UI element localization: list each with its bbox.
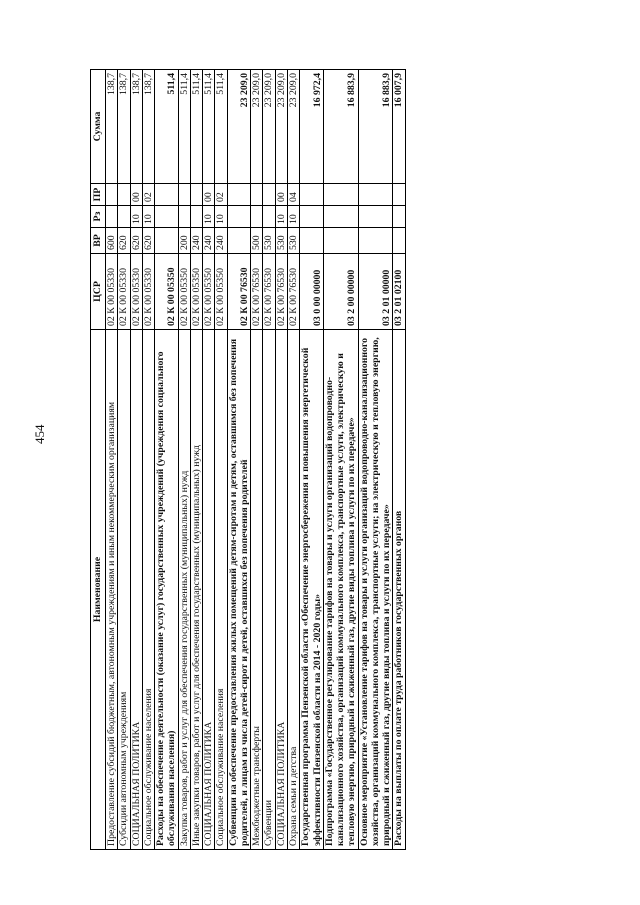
- row-sum: 16 007,9: [393, 70, 405, 184]
- row-pr: 00: [275, 184, 287, 206]
- row-csr: 03 2 00 00000: [323, 254, 358, 330]
- row-sum: 511,4: [190, 70, 202, 184]
- row-rz: [323, 206, 358, 228]
- row-csr: 02 К 00 05350: [203, 254, 215, 330]
- table-row: [275, 70, 287, 850]
- row-pr: [323, 184, 358, 206]
- row-pr: 02: [215, 184, 227, 206]
- table-row: [118, 70, 130, 850]
- row-vr: 500: [251, 228, 263, 254]
- header-vr: ВР: [91, 228, 106, 254]
- row-csr: 02 К 00 05350: [215, 254, 227, 330]
- row-sum: 16 972,4: [300, 70, 324, 184]
- row-name: Предоставление субсидий бюджетным, автономным учреждениям и иным некоммерческим организациям: [106, 330, 118, 850]
- row-vr: 530: [263, 228, 275, 254]
- table-row: [227, 70, 251, 850]
- row-name: Государственная программа Пензенской области «Обеспечение энергосбережения и повышения энергетической эффективности Пензенской области на 2014 - 2020 годы»: [300, 330, 324, 850]
- row-sum: 16 883,9: [358, 70, 393, 184]
- row-csr: 03 0 00 00000: [300, 254, 324, 330]
- row-vr: [155, 228, 179, 254]
- row-rz: [178, 206, 190, 228]
- row-pr: [358, 184, 393, 206]
- table-row: [358, 70, 393, 850]
- row-csr: 02 К 00 05350: [155, 254, 179, 330]
- row-sum: 138,7: [130, 70, 142, 184]
- table-row: [393, 70, 405, 850]
- row-name: Иные закупки товаров, работ и услуг для обеспечения государственных (муниципальных) нужд: [190, 330, 202, 850]
- row-vr: 620: [142, 228, 154, 254]
- row-name: Охрана семьи и детства: [287, 330, 299, 850]
- row-sum: 23 209,0: [263, 70, 275, 184]
- row-sum: 23 209,0: [251, 70, 263, 184]
- table-row: [263, 70, 275, 850]
- row-rz: 10: [130, 206, 142, 228]
- row-name: Расходы на обеспечение деятельности (оказание услуг) государственных учреждений (учреждения социального обслуживания населения): [155, 330, 179, 850]
- row-vr: [227, 228, 251, 254]
- row-vr: 620: [118, 228, 130, 254]
- row-name: Расходы на выплаты по оплате труда работников государственных органов: [393, 330, 405, 850]
- row-sum: 23 209,0: [275, 70, 287, 184]
- table-row: [323, 70, 358, 850]
- row-csr: 02 К 00 05350: [190, 254, 202, 330]
- row-sum: 23 209,0: [227, 70, 251, 184]
- page-number: 454: [32, 424, 47, 444]
- row-rz: 10: [275, 206, 287, 228]
- row-name: СОЦИАЛЬНАЯ ПОЛИТИКА: [203, 330, 215, 850]
- row-name: Закупка товаров, работ и услуг для обеспечения государственных (муниципальных) нужд: [178, 330, 190, 850]
- row-csr: 02 К 00 05330: [130, 254, 142, 330]
- row-csr: 02 К 00 76530: [251, 254, 263, 330]
- budget-table: [90, 69, 406, 850]
- table-row: [215, 70, 227, 850]
- table-row: [287, 70, 299, 850]
- row-pr: [227, 184, 251, 206]
- row-sum: 511,4: [155, 70, 179, 184]
- row-sum: 511,4: [215, 70, 227, 184]
- row-rz: [251, 206, 263, 228]
- row-pr: 04: [287, 184, 299, 206]
- row-vr: [358, 228, 393, 254]
- table-row: [130, 70, 142, 850]
- row-name: Субсидии автономным учреждениям: [118, 330, 130, 850]
- row-csr: 02 К 00 76530: [263, 254, 275, 330]
- row-vr: 240: [203, 228, 215, 254]
- row-csr: 03 2 01 00000: [358, 254, 393, 330]
- row-pr: [300, 184, 324, 206]
- table-row: [178, 70, 190, 850]
- row-pr: [190, 184, 202, 206]
- header-sum: Сумма: [91, 70, 106, 184]
- row-sum: 138,7: [106, 70, 118, 184]
- table-row: [251, 70, 263, 850]
- table-row: [190, 70, 202, 850]
- row-csr: 02 К 00 05330: [106, 254, 118, 330]
- row-pr: [178, 184, 190, 206]
- row-vr: 240: [215, 228, 227, 254]
- row-sum: 23 209,0: [287, 70, 299, 184]
- row-vr: 240: [190, 228, 202, 254]
- budget-table-container: [90, 70, 570, 850]
- row-csr: 03 2 01 02100: [393, 254, 405, 330]
- row-name: Основное мероприятие «Установление тарифов на товары и услуги организаций водопроводно-канализационного хозяйства, организаций коммунального комплекса, транспортные услуги; на электрическую и тепловую энергию, природный и сжиженный газ, другие виды топлива и услуги по их передаче»: [358, 330, 393, 850]
- table-body: [106, 70, 406, 850]
- row-rz: 10: [215, 206, 227, 228]
- row-pr: 02: [142, 184, 154, 206]
- header-rz: Рз: [91, 206, 106, 228]
- row-rz: [393, 206, 405, 228]
- row-vr: [323, 228, 358, 254]
- row-pr: [155, 184, 179, 206]
- row-pr: [263, 184, 275, 206]
- row-sum: 511,4: [203, 70, 215, 184]
- row-rz: 10: [287, 206, 299, 228]
- row-name: Субвенции на обеспечение предоставления жилых помещений детям-сиротам и детям, оставшимся без попечения родителей, и лицам из числа детей-сирот и детей, оставшихся без попечения родителей: [227, 330, 251, 850]
- row-sum: 16 883,9: [323, 70, 358, 184]
- table-row: [203, 70, 215, 850]
- row-name: СОЦИАЛЬНАЯ ПОЛИТИКА: [275, 330, 287, 850]
- row-vr: 530: [287, 228, 299, 254]
- row-pr: [118, 184, 130, 206]
- row-csr: 02 К 00 76530: [275, 254, 287, 330]
- table-row: [300, 70, 324, 850]
- row-vr: 530: [275, 228, 287, 254]
- row-pr: [393, 184, 405, 206]
- row-rz: [190, 206, 202, 228]
- row-rz: [106, 206, 118, 228]
- row-pr: 00: [130, 184, 142, 206]
- table-row: [155, 70, 179, 850]
- row-vr: 600: [106, 228, 118, 254]
- row-pr: [106, 184, 118, 206]
- row-pr: 00: [203, 184, 215, 206]
- row-vr: [300, 228, 324, 254]
- row-vr: 620: [130, 228, 142, 254]
- row-rz: [300, 206, 324, 228]
- row-sum: 138,7: [118, 70, 130, 184]
- row-vr: 200: [178, 228, 190, 254]
- row-name: Социальное обслуживание населения: [142, 330, 154, 850]
- row-sum: 138,7: [142, 70, 154, 184]
- header-name: Наименование: [91, 330, 106, 850]
- table-header-row: [91, 70, 106, 850]
- table-row: [142, 70, 154, 850]
- header-csr: ЦСР: [91, 254, 106, 330]
- row-rz: [358, 206, 393, 228]
- row-pr: [251, 184, 263, 206]
- row-csr: 02 К 00 76530: [227, 254, 251, 330]
- row-name: Социальное обслуживание населения: [215, 330, 227, 850]
- row-csr: 02 К 00 76530: [287, 254, 299, 330]
- row-name: Субвенции: [263, 330, 275, 850]
- row-rz: [118, 206, 130, 228]
- table-row: [106, 70, 118, 850]
- row-rz: [227, 206, 251, 228]
- row-rz: 10: [142, 206, 154, 228]
- row-vr: [393, 228, 405, 254]
- row-csr: 02 К 00 05330: [142, 254, 154, 330]
- row-name: СОЦИАЛЬНАЯ ПОЛИТИКА: [130, 330, 142, 850]
- row-name: Подпрограмма «Государственное регулирование тарифов на товары и услуги организаций водопроводно-канализационного хозяйства, организаций коммунального комплекса, транспортные услуги, электрическую и тепловую энергию, природный и сжиженный газ, другие виды топлива и услуги по их передаче»: [323, 330, 358, 850]
- row-csr: 02 К 00 05330: [118, 254, 130, 330]
- row-csr: 02 К 00 05350: [178, 254, 190, 330]
- row-rz: 10: [203, 206, 215, 228]
- row-name: Межбюджетные трансферты: [251, 330, 263, 850]
- row-sum: 511,4: [178, 70, 190, 184]
- header-pr: ПР: [91, 184, 106, 206]
- row-rz: [155, 206, 179, 228]
- row-rz: [263, 206, 275, 228]
